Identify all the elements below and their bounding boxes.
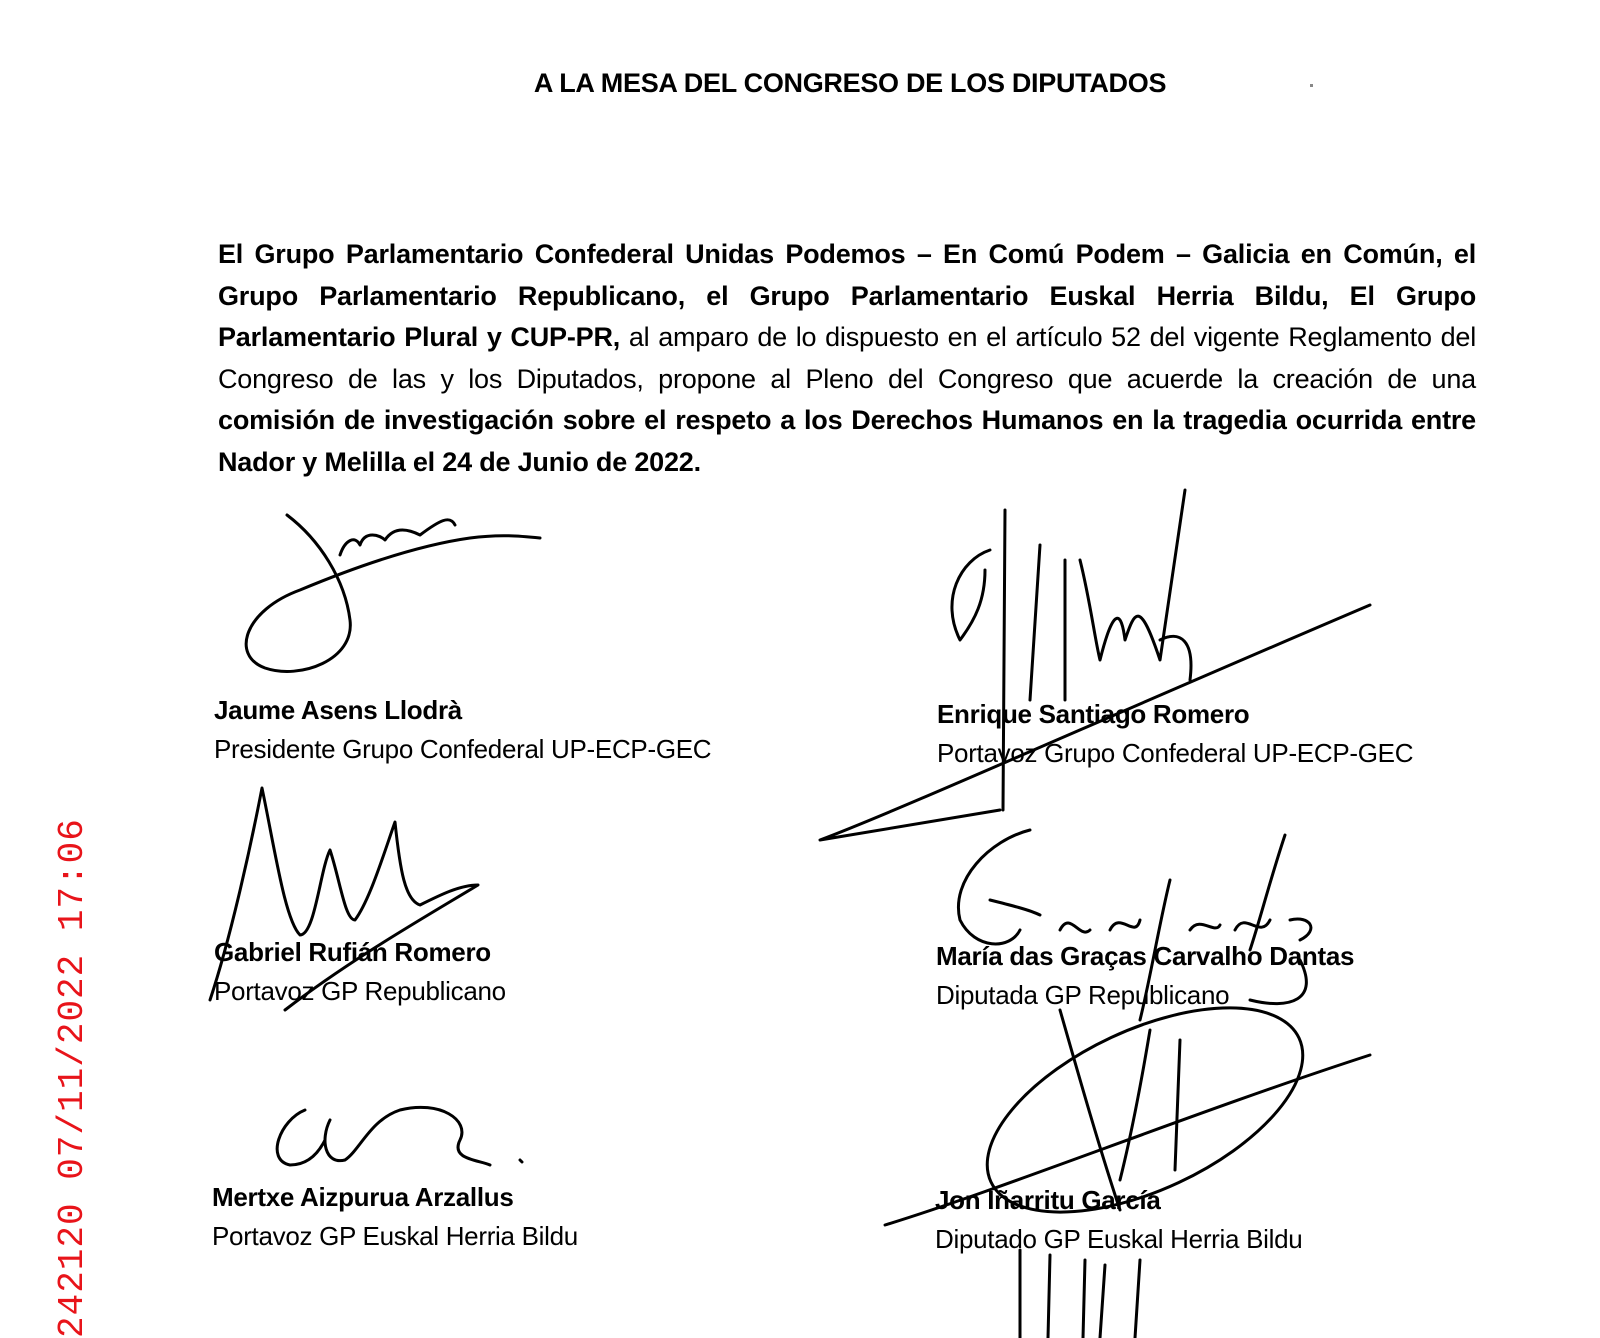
registry-entry-stamp: 242120 07/11/2022 17:06 [52,818,93,1338]
signatory-block [214,691,711,769]
signatory-block [937,695,1413,773]
legal-basis-text: al amparo de lo dispuesto en el artículo 52 del vigente Reglamento del Congreso de las y los Diputados, propone al Pleno del Congreso que acuerde la creación de una [218,322,1476,394]
signatory-block [212,1178,578,1256]
signatory-name: María das Graças Carvalho Dantas [936,941,1355,971]
signature-inarritu-strokes [885,1010,1370,1338]
signatory-block [936,937,1354,1015]
signatory-role: Diputada GP Republicano [936,980,1230,1010]
signatory-role: Presidente Grupo Confederal UP-ECP-GEC [214,734,712,764]
commission-subject: comisión de investigación sobre el respeto a los Derechos Humanos en la tragedia ocurrida entre Nador y Melilla el 24 de Junio de 2022. [218,405,1476,477]
signature-aizpurua [277,1107,522,1165]
signatory-name: Mertxe Aizpurua Arzallus [212,1182,514,1212]
signature-asens [246,515,540,671]
signature-santiago [820,490,1370,840]
document-title: A LA MESA DEL CONGRESO DE LOS DIPUTADOS [533,68,1167,98]
signatory-role: Portavoz GP Republicano [214,976,506,1006]
signatory-block [214,933,506,1011]
signatory-name: Enrique Santiago Romero [937,699,1250,729]
signatory-name: Gabriel Rufián Romero [214,937,491,967]
signatory-role: Portavoz GP Euskal Herria Bildu [212,1221,578,1251]
signatory-block [935,1181,1302,1259]
signatory-role: Portavoz Grupo Confederal UP-ECP-GEC [937,738,1414,768]
signatory-name: Jaume Asens Llodrà [214,695,462,725]
signatory-name: Jon Iñarritu García [935,1185,1161,1215]
motion-paragraph [218,234,1476,484]
signatory-role: Diputado GP Euskal Herria Bildu [935,1224,1303,1254]
proposing-groups: El Grupo Parlamentario Confederal Unidas Podemos – En Comú Podem – Galicia en Común, el Grupo Parlamentario Republicano, el Grupo Parlamentario Euskal Herria Bildu, El Grupo Parlamentario Plural y CUP-PR, [218,239,1476,353]
